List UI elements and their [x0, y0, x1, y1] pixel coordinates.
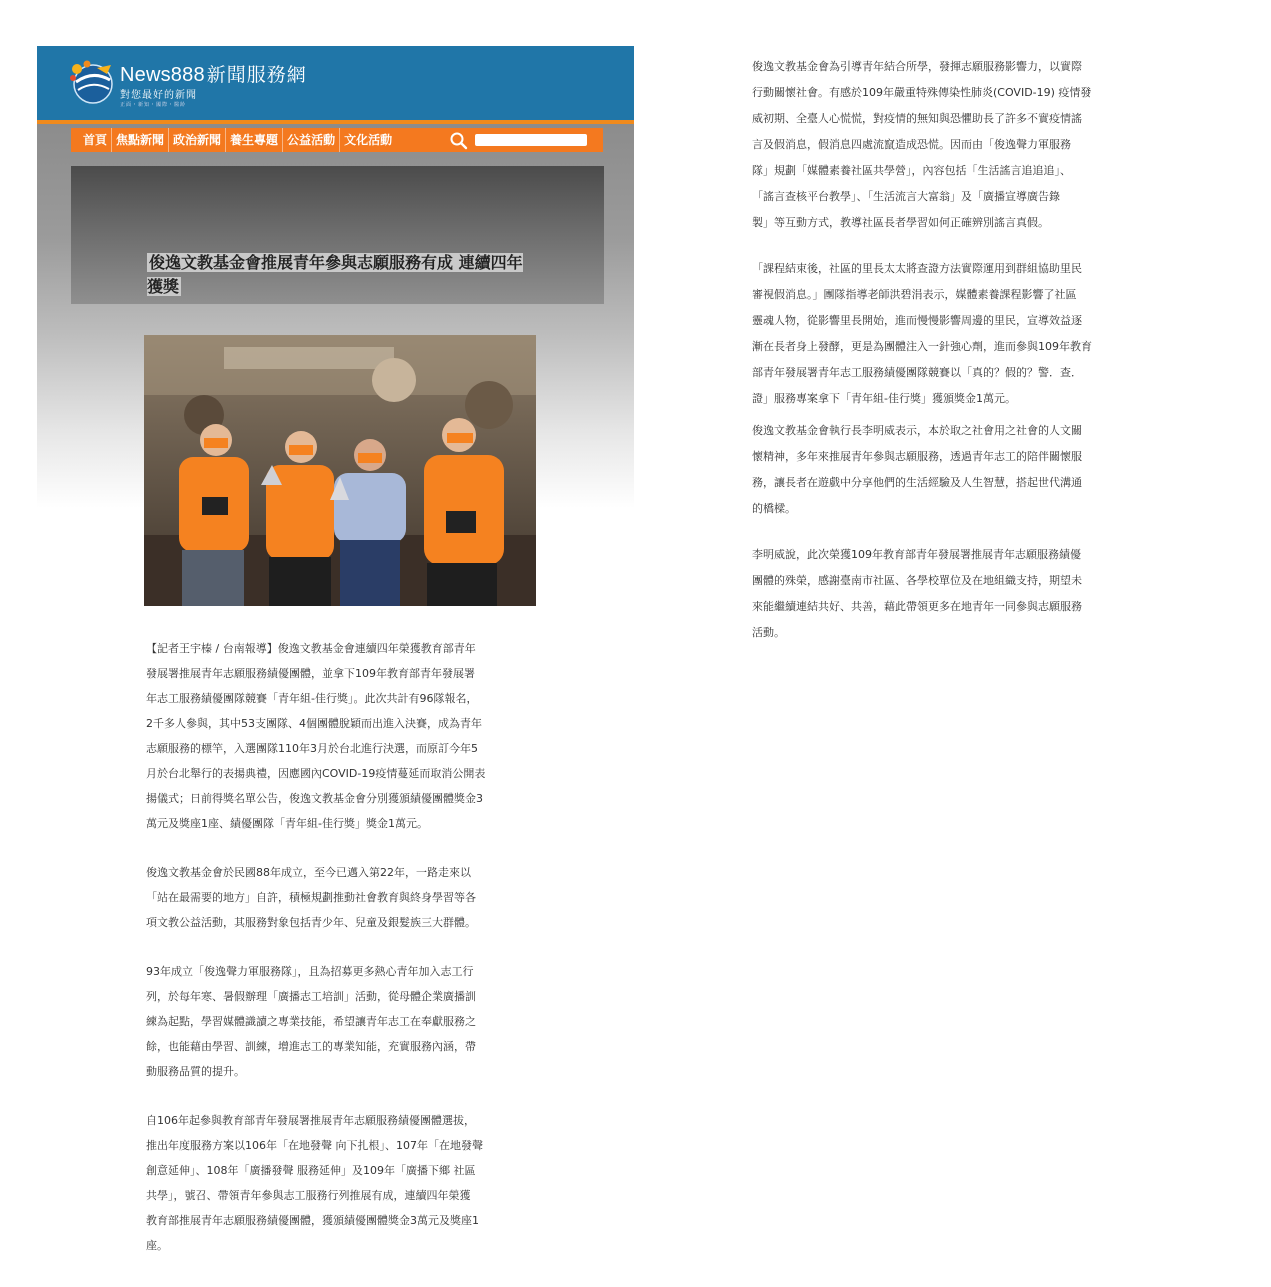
article-paragraph-7: 俊逸文教基金會執行長李明威表示，本於取之社會用之社會的人文關 懷精神，多年來推展青年參與志願服務，透過青年志工的陪伴關懷服 務，讓長者在遊戲中分享他們的生活經驗及人生智慧，搭起世代溝通 的橋樑。 [752, 424, 1082, 515]
main-navbar [71, 128, 603, 152]
nav-item-health[interactable]: 養生專題 [226, 128, 283, 152]
nav-item-politics-news[interactable]: 政治新聞 [169, 128, 226, 152]
article-paragraph-6: 「課程結束後，社區的里長太太將查證方法實際運用到群組協助里民 審視假消息。」團隊指導老師洪碧涓表示，媒體素養課程影響了社區 靈魂人物，從影響里長開始，進而慢慢影響周邊的里民，宣導效益逐 漸在長者身上發酵，更是為團體注入一針強心劑，進而參與109年教育 部青年發展署青年志工服務績優團隊競賽以「真的？假的？警．查． 證」服務專案拿下「青年組-佳行獎」獲頒獎金1萬元。 [752, 262, 1092, 405]
header-underline [37, 120, 634, 124]
article-photo [144, 335, 536, 606]
article-paragraph-2: 俊逸文教基金會於民國88年成立，至今已邁入第22年，一路走來以 「站在最需要的地方」自許，積極規劃推動社會教育與終身學習等各 項文教公益活動，其服務對象包括青少年、兒童及銀髮族三大群體。 [146, 866, 476, 929]
nav-item-culture[interactable]: 文化活動 [344, 133, 393, 147]
site-sub-slogan: 正面・新知・國際・醫龄 [120, 102, 187, 108]
nav-item-charity[interactable]: 公益活動 [283, 128, 340, 152]
article-paragraph-1: 【記者王宇榛 / 台南報導】俊逸文教基金會連續四年榮獲教育部青年 發展署推展青年志願服務績優團體，並拿下109年教育部青年發展署 年志工服務績優團隊競賽「青年組-佳行獎」。此次共計有96隊報名， 2千多人參與，其中53支團隊、4個團體脫穎而出進入決賽，成為青年 志願服務的標竿，入選團隊110年3月於台北進行決選，而原訂今年5 月於台北舉行的表揚典禮，因應國內COVID-19疫情蔓延而取消公開表 揚儀式；日前得獎名單公告，俊逸文教基金會分別獲頒績優團體獎金3 萬元及獎座1座、績優團隊「青年組-佳行獎」獎金1萬元。 [146, 642, 486, 830]
site-logo-text[interactable] [120, 60, 307, 87]
search-input[interactable] [475, 134, 587, 146]
article-body-right [752, 54, 1162, 646]
article-paragraph-4: 自106年起參與教育部青年發展署推展青年志願服務績優團體選拔， 推出年度服務方案以106年「在地發聲 向下扎根」、107年「在地發聲 創意延伸」、108年「廣播發聲 服務延伸」及109年「廣播下鄉 社區 共學」，號召、帶領青年參與志工服務行列推展有成，連續四年榮獲 教育部推展青年志願服務績優團體，獲頒績優團體獎金3萬元及獎座1 座。 [146, 1114, 483, 1252]
site-slogan: 對您最好的新聞 [120, 90, 197, 101]
logo-cn-name: 新聞服務網 [206, 64, 307, 86]
article-paragraph-8: 李明威說，此次榮獲109年教育部青年發展署推展青年志願服務績優 團體的殊榮，感謝臺南市社區、各學校單位及在地組織支持，期望未 來能繼續連結共好、共善，藉此帶領更多在地青年一同參與志願服務 活動。 [752, 548, 1082, 639]
article-headline-text: 俊逸文教基金會推展青年參與志願服務有成 連續四年獲獎 [147, 253, 523, 296]
nav-items [79, 128, 396, 152]
article-headline [147, 251, 527, 299]
article-paragraph-5: 俊逸文教基金會為引導青年結合所學，發揮志願服務影響力，以實際 行動關懷社會。有感於109年嚴重特殊傳染性肺炎(COVID-19) 疫情發 威初期、全臺人心慌慌，對疫情的無知與恐懼助長了許多不實疫情謠 言及假消息，假消息四處流竄造成恐慌。因而由「俊逸聲力軍服務 隊」規劃「媒體素養社區共學營」，內容包括「生活謠言追追追」、 「謠言查核平台教學」、「生活流言大富翁」及「廣播宣導廣告錄 製」等互動方式，教導社區長者學習如何正確辨別謠言真假。 [752, 60, 1092, 229]
logo-name: News888 [120, 64, 205, 86]
nav-item-home[interactable]: 首頁 [79, 128, 112, 152]
globe-logo-icon[interactable] [67, 56, 117, 106]
article-paragraph-3: 93年成立「俊逸聲力軍服務隊」，且為招募更多熱心青年加入志工行 列，於每年寒、暑假辦理「廣播志工培訓」活動，從母體企業廣播訓 練為起點，學習媒體識讀之專業技能，希望讓青年志工在奉獻服務之 餘，也能藉由學習、訓練，增進志工的專業知能，充實服務內涵，帶 動服務品質的提升。 [146, 965, 476, 1078]
article-body-left [146, 636, 534, 1258]
group-photo-image [144, 335, 536, 606]
nav-item-focus-news[interactable]: 焦點新聞 [112, 128, 169, 152]
site-header [37, 46, 634, 123]
search-icon[interactable] [449, 131, 469, 151]
article-left-column [37, 46, 634, 1261]
